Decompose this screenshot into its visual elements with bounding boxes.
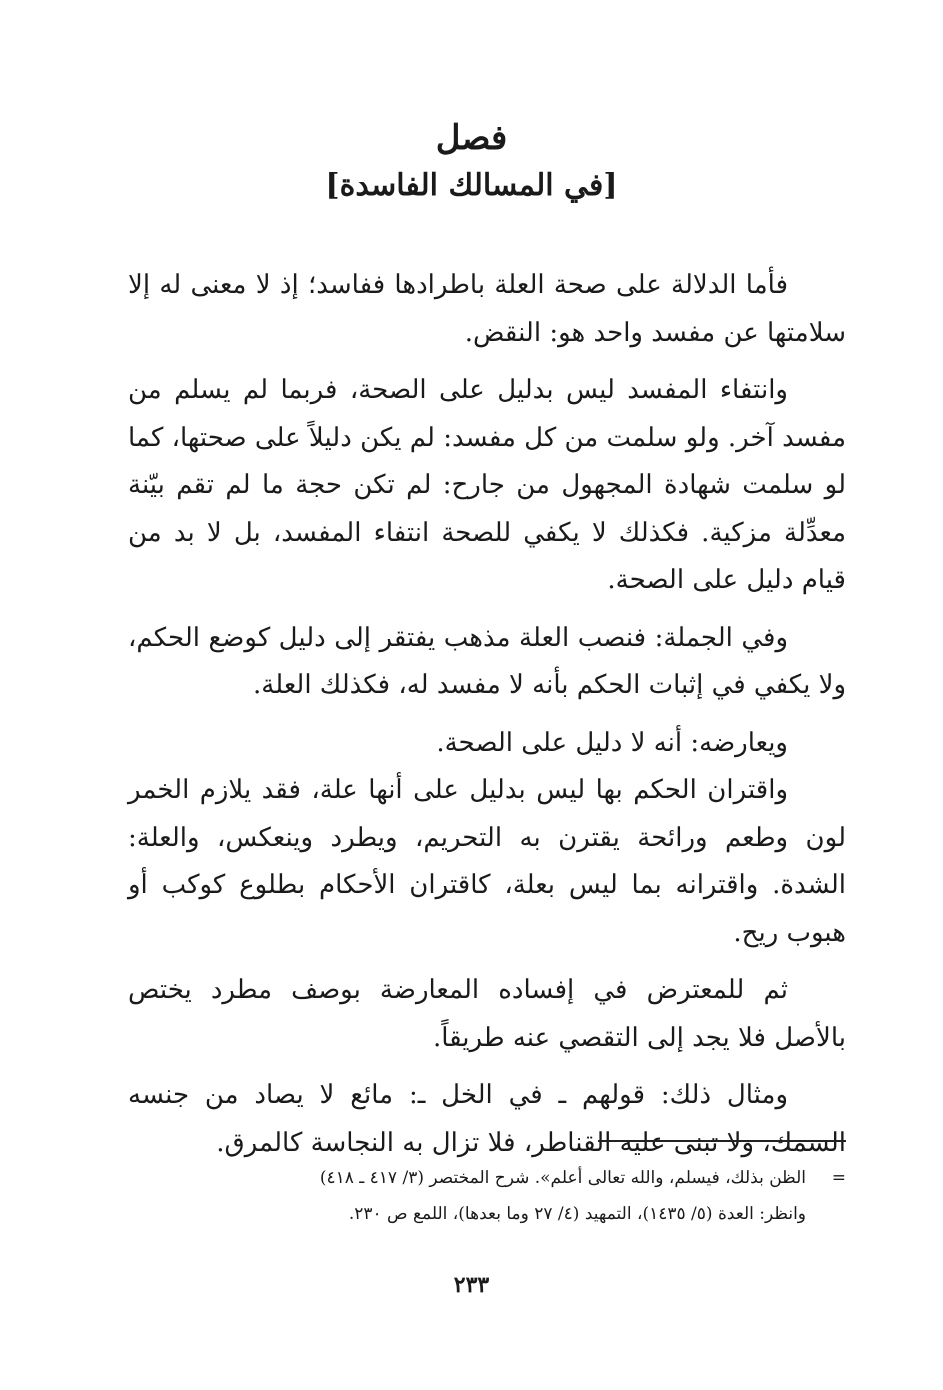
paragraph: ومثال ذلك: قولهم ـ في الخل ـ: مائع لا يصاد من جنسه السمك، ولا تبنى عليه القناطر، فلا تزال به النجاسة كالمرق. — [128, 1080, 846, 1158]
paragraph: فأما الدلالة على صحة العلة باطرادها ففاسد؛ إذ لا معنى له إلا سلامتها عن مفسد واحد هو: النقض. — [128, 270, 846, 348]
section-title: فصل — [435, 118, 508, 158]
paragraph: وانتفاء المفسد ليس بدليل على الصحة، فربما لم يسلم من مفسد آخر. ولو سلمت من كل مفسد: لم يكن دليلاً على صحتها، كما لو سلمت شهادة المجهول من جارح: لم تكن حجة ما لم تقم بيّنة معدِّلة مزكية. فكذلك لا يكفي للصحة انتفاء المفسد، بل لا بد من قيام دليل على الصحة. — [128, 375, 846, 595]
paragraph: واقتران الحكم بها ليس بدليل على أنها علة، فقد يلازم الخمر لون وطعم ورائحة يقترن به التحريم، ويطرد وينعكس، والعلة: الشدة. واقترانه بما ليس بعلة، كاقتران الأحكام بطلوع كوكب أو هبوب ريح. — [128, 775, 846, 948]
paragraph: وفي الجملة: فنصب العلة مذهب يفتقر إلى دليل كوضع الحكم، ولا يكفي في إثبات الحكم بأنه لا مفسد له، فكذلك العلة. — [128, 622, 846, 700]
body-text — [128, 262, 846, 1177]
footnote-text: وانظر: العدة (٥/ ١٤٣٥)، التمهيد (٤/ ٢٧ وما بعدها)، اللمع ص ٢٣٠. — [348, 1204, 806, 1224]
paragraph: ويعارضه: أنه لا دليل على الصحة. — [436, 727, 788, 758]
footnote-text: الظن بذلك، فيسلم، والله تعالى أعلم». شرح المختصر (٣/ ٤١٧ ـ ٤١٨) — [319, 1168, 806, 1188]
section-subtitle: [في المسالك الفاسدة] — [325, 168, 618, 203]
footnote-line — [128, 1196, 846, 1232]
footnote-line — [128, 1160, 846, 1196]
footnote-divider — [598, 1140, 846, 1142]
paragraph: ثم للمعترض في إفساده المعارضة بوصف مطرد يختص بالأصل فلا يجد إلى التقصي عنه طريقاً. — [128, 975, 846, 1053]
page-number: ٢٣٣ — [453, 1272, 490, 1298]
footnotes — [128, 1160, 846, 1232]
footnote-continuation-mark: = — [831, 1168, 846, 1188]
